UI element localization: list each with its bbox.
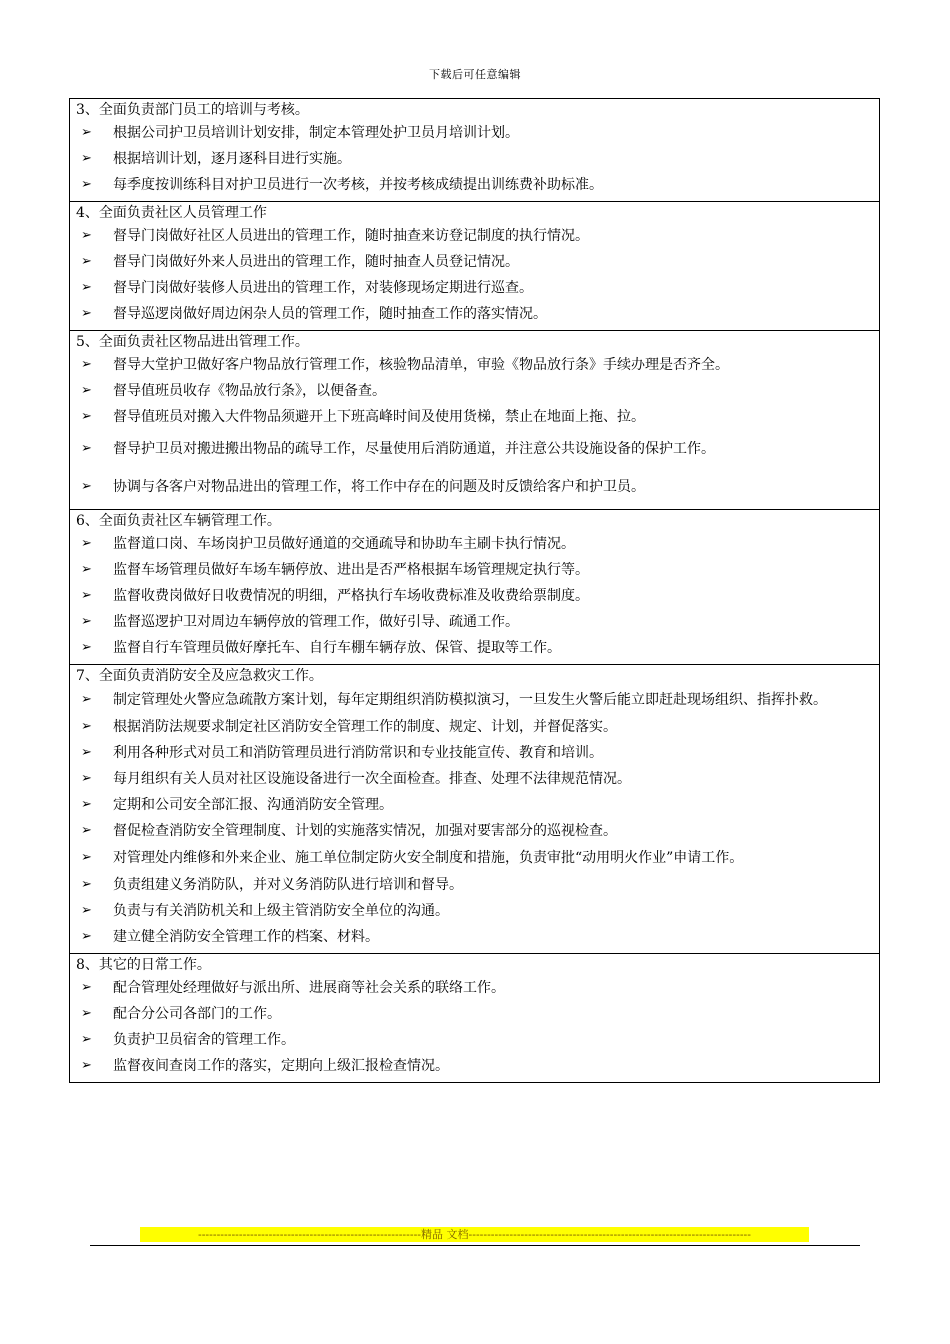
arrowhead-bullet-icon: ➢ bbox=[81, 692, 92, 707]
list-item: ➢ 督促检查消防安全管理制度、计划的实施落实情况，加强对要害部分的巡视检查。 bbox=[76, 818, 873, 844]
list-item: ➢ 对管理处内维修和外来企业、施工单位制定防火安全制度和措施，负责审批“动用明火作业”申请工作。 bbox=[76, 844, 873, 872]
arrowhead-bullet-icon: ➢ bbox=[81, 877, 92, 892]
page-header: 下载后可任意编辑 bbox=[429, 68, 521, 81]
list-item: ➢ 监督车场管理员做好车场车辆停放、进出是否严格根据车场管理规定执行等。 bbox=[76, 557, 873, 583]
arrowhead-bullet-icon: ➢ bbox=[81, 306, 92, 321]
list-item: ➢ 监督自行车管理员做好摩托车、自行车棚车辆存放、保管、提取等工作。 bbox=[76, 635, 873, 661]
arrowhead-bullet-icon: ➢ bbox=[81, 614, 92, 629]
section-vehicles bbox=[70, 509, 879, 664]
list-item: ➢ 制定管理处火警应急疏散方案计划，每年定期组织消防模拟演习，一旦发生火警后能立即赶赴现场组织、指挥扑救。 bbox=[76, 686, 873, 714]
arrowhead-bullet-icon: ➢ bbox=[81, 850, 92, 865]
section-title: 7、全面负责消防安全及应急救灾工作。 bbox=[76, 668, 323, 684]
arrowhead-bullet-icon: ➢ bbox=[81, 151, 92, 166]
section-daily-work bbox=[70, 953, 879, 1082]
list-item: ➢ 督导门岗做好装修人员进出的管理工作，对装修现场定期进行巡查。 bbox=[76, 275, 873, 301]
list-item: ➢ 监督巡逻护卫对周边车辆停放的管理工作，做好引导、疏通工作。 bbox=[76, 609, 873, 635]
list-item: ➢ 配合管理处经理做好与派出所、进展商等社会关系的联络工作。 bbox=[76, 975, 873, 1001]
list-item: ➢ 根据公司护卫员培训计划安排，制定本管理处护卫员月培训计划。 bbox=[76, 120, 873, 146]
list-item: ➢ 每季度按训练科目对护卫员进行一次考核，并按考核成绩提出训练费补助标准。 bbox=[76, 172, 873, 198]
list-item: ➢ 每月组织有关人员对社区设施设备进行一次全面检查。排查、处理不法律规范情况。 bbox=[76, 766, 873, 792]
arrowhead-bullet-icon: ➢ bbox=[81, 441, 92, 456]
list-item: ➢ 负责与有关消防机关和上级主管消防安全单位的沟通。 bbox=[76, 898, 873, 924]
list-item: ➢ 督导门岗做好外来人员进出的管理工作，随时抽查人员登记情况。 bbox=[76, 249, 873, 275]
arrowhead-bullet-icon: ➢ bbox=[81, 823, 92, 838]
list-item: ➢ 根据消防法规要求制定社区消防安全管理工作的制度、规定、计划，并督促落实。 bbox=[76, 714, 873, 740]
arrowhead-bullet-icon: ➢ bbox=[81, 719, 92, 734]
footer-divider bbox=[90, 1245, 860, 1246]
arrowhead-bullet-icon: ➢ bbox=[81, 771, 92, 786]
arrowhead-bullet-icon: ➢ bbox=[81, 383, 92, 398]
arrowhead-bullet-icon: ➢ bbox=[81, 797, 92, 812]
list-item: ➢ 建立健全消防安全管理工作的档案、材料。 bbox=[76, 924, 873, 950]
section-goods bbox=[70, 330, 879, 509]
arrowhead-bullet-icon: ➢ bbox=[81, 903, 92, 918]
section-title: 5、全面负责社区物品进出管理工作。 bbox=[76, 334, 309, 350]
list-item: ➢ 协调与各客户对物品进出的管理工作，将工作中存在的问题及时反馈给客户和护卫员。 bbox=[76, 468, 873, 506]
arrowhead-bullet-icon: ➢ bbox=[81, 254, 92, 269]
list-item: ➢ 监督道口岗、车场岗护卫员做好通道的交通疏导和协助车主刷卡执行情况。 bbox=[76, 531, 873, 557]
arrowhead-bullet-icon: ➢ bbox=[81, 280, 92, 295]
list-item: ➢ 督导门岗做好社区人员进出的管理工作，随时抽查来访登记制度的执行情况。 bbox=[76, 223, 873, 249]
arrowhead-bullet-icon: ➢ bbox=[81, 125, 92, 140]
arrowhead-bullet-icon: ➢ bbox=[81, 479, 92, 494]
list-item: ➢ 督导巡逻岗做好周边闲杂人员的管理工作，随时抽查工作的落实情况。 bbox=[76, 301, 873, 327]
list-item: ➢ 利用各种形式对员工和消防管理员进行消防常识和专业技能宣传、教育和培训。 bbox=[76, 740, 873, 766]
arrowhead-bullet-icon: ➢ bbox=[81, 1006, 92, 1021]
arrowhead-bullet-icon: ➢ bbox=[81, 588, 92, 603]
list-item: ➢ 督导值班员对搬入大件物品须避开上下班高峰时间及使用货梯，禁止在地面上拖、拉。 bbox=[76, 404, 873, 430]
arrowhead-bullet-icon: ➢ bbox=[81, 536, 92, 551]
list-item: ➢ 配合分公司各部门的工作。 bbox=[76, 1001, 873, 1027]
arrowhead-bullet-icon: ➢ bbox=[81, 745, 92, 760]
section-title: 3、全面负责部门员工的培训与考核。 bbox=[76, 102, 309, 118]
arrowhead-bullet-icon: ➢ bbox=[81, 640, 92, 655]
list-item: ➢ 督导护卫员对搬进搬出物品的疏导工作，尽量使用后消防通道，并注意公共设施设备的保护工作。 bbox=[76, 430, 873, 468]
arrowhead-bullet-icon: ➢ bbox=[81, 980, 92, 995]
arrowhead-bullet-icon: ➢ bbox=[81, 409, 92, 424]
list-item: ➢ 监督夜间查岗工作的落实，定期向上级汇报检查情况。 bbox=[76, 1053, 873, 1079]
arrowhead-bullet-icon: ➢ bbox=[81, 1058, 92, 1073]
section-fire-safety bbox=[70, 664, 879, 953]
section-personnel bbox=[70, 201, 879, 330]
duty-table bbox=[69, 98, 880, 1083]
list-item: ➢ 定期和公司安全部汇报、沟通消防安全管理。 bbox=[76, 792, 873, 818]
arrowhead-bullet-icon: ➢ bbox=[81, 228, 92, 243]
list-item: ➢ 根据培训计划，逐月逐科目进行实施。 bbox=[76, 146, 873, 172]
arrowhead-bullet-icon: ➢ bbox=[81, 357, 92, 372]
list-item: ➢ 监督收费岗做好日收费情况的明细，严格执行车场收费标准及收费给票制度。 bbox=[76, 583, 873, 609]
arrowhead-bullet-icon: ➢ bbox=[81, 562, 92, 577]
section-title: 4、全面负责社区人员管理工作 bbox=[76, 205, 267, 221]
list-item: ➢ 督导值班员收存《物品放行条》，以便备查。 bbox=[76, 378, 873, 404]
section-title: 8、其它的日常工作。 bbox=[76, 957, 211, 973]
arrowhead-bullet-icon: ➢ bbox=[81, 929, 92, 944]
list-item: ➢ 负责护卫员宿舍的管理工作。 bbox=[76, 1027, 873, 1053]
section-title: 6、全面负责社区车辆管理工作。 bbox=[76, 513, 281, 529]
arrowhead-bullet-icon: ➢ bbox=[81, 1032, 92, 1047]
arrowhead-bullet-icon: ➢ bbox=[81, 177, 92, 192]
footer-watermark: ------------------------------------------------------------精品 文档---------------------------------------------------------------------------- bbox=[140, 1227, 809, 1242]
list-item: ➢ 负责组建义务消防队，并对义务消防队进行培训和督导。 bbox=[76, 872, 873, 898]
section-training bbox=[70, 100, 879, 201]
list-item: ➢ 督导大堂护卫做好客户物品放行管理工作，核验物品清单，审验《物品放行条》手续办理是否齐全。 bbox=[76, 352, 873, 378]
